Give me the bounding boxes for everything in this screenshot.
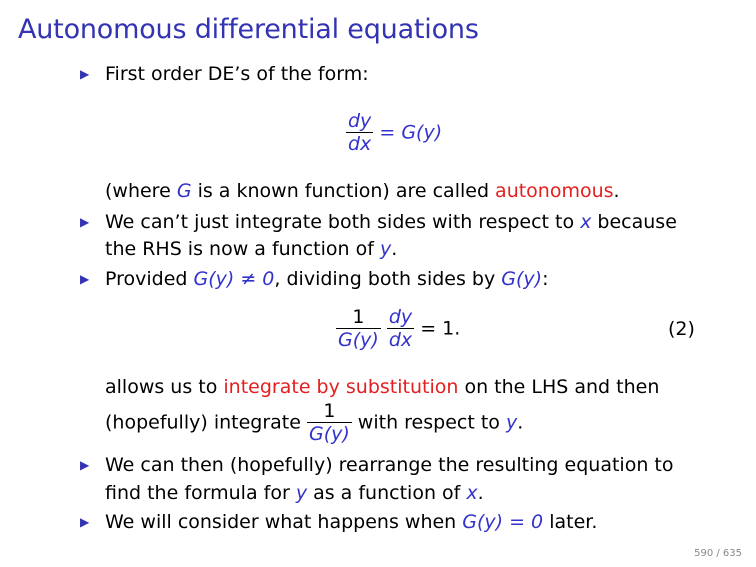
bullet-marker-3: ▶ xyxy=(80,272,90,286)
text-segment: . xyxy=(477,482,484,504)
slide-title: Autonomous differential equations xyxy=(18,14,479,45)
bullet-marker-5: ▶ xyxy=(80,515,90,529)
text-segment: . xyxy=(517,411,524,434)
equation-2-fraction-1-denominator: G(y) xyxy=(338,329,379,351)
text-segment: : xyxy=(542,268,549,290)
equation-1-fraction xyxy=(346,110,373,155)
bullet-2-line-2 xyxy=(105,236,397,262)
bullet-marker-1: ▶ xyxy=(80,67,90,81)
bullet-marker-4: ▶ xyxy=(80,458,90,472)
bullet-4-line-1: We can then (hopefully) rearrange the resulting equation to xyxy=(105,454,674,476)
bullet-4-line-2 xyxy=(105,480,484,506)
text-segment: . xyxy=(391,238,398,260)
math-expr-g: G(y) xyxy=(501,268,543,290)
math-var-y: y xyxy=(379,238,392,260)
math-var-G: G xyxy=(176,180,192,202)
equation-2-rhs: = 1. xyxy=(420,317,461,340)
text-segment: on the LHS and then xyxy=(458,376,660,398)
text-segment: , dividing both sides by xyxy=(274,268,502,290)
bullet-1-continuation xyxy=(105,178,620,204)
text-segment: with respect to xyxy=(351,411,506,434)
text-segment: We can’t just integrate both sides with respect to xyxy=(105,211,581,233)
math-var-y: y xyxy=(505,411,518,434)
equation-2-number: (2) xyxy=(668,318,695,340)
inline-fraction-denominator: G(y) xyxy=(308,423,350,445)
text-segment: . xyxy=(613,180,620,202)
bullet-1-text: First order DE’s of the form: xyxy=(105,63,369,85)
math-expr-g-zero: G(y) = 0 xyxy=(462,511,544,533)
text-segment: the RHS is now a function of xyxy=(105,238,380,260)
math-var-x: x xyxy=(466,482,478,504)
equation-1-rhs: = G(y) xyxy=(379,121,443,144)
text-segment: find the formula for xyxy=(105,482,296,504)
text-segment: because xyxy=(591,211,677,233)
equation-2 xyxy=(336,306,460,351)
bullet-3-continuation-1 xyxy=(105,374,659,400)
equation-1 xyxy=(346,110,442,155)
highlight-integrate-by-substitution: integrate by substitution xyxy=(223,376,459,398)
text-segment: later. xyxy=(543,511,598,533)
equation-2-fraction-2-denominator: dx xyxy=(388,329,413,351)
bullet-3-text xyxy=(105,266,548,292)
text-segment: is a known function) are called xyxy=(191,180,496,202)
equation-2-fraction-2-numerator: dy xyxy=(388,306,413,328)
math-var-x: x xyxy=(580,211,592,233)
text-segment: Provided xyxy=(105,268,194,290)
highlight-autonomous: autonomous xyxy=(495,180,614,202)
equation-1-numerator: dy xyxy=(348,110,372,132)
text-segment: We will consider what happens when xyxy=(105,511,463,533)
equation-2-fraction-2 xyxy=(387,306,414,351)
bullet-2-line-1 xyxy=(105,209,677,235)
math-expr-g-nonzero: G(y) ≠ 0 xyxy=(193,268,275,290)
bullet-5-text xyxy=(105,509,597,535)
inline-fraction xyxy=(307,400,352,445)
equation-1-denominator: dx xyxy=(348,133,372,155)
inline-fraction-numerator: 1 xyxy=(323,400,336,422)
text-segment: (hopefully) integrate xyxy=(105,411,307,434)
equation-2-fraction-1 xyxy=(336,306,381,351)
bullet-3-continuation-2 xyxy=(105,400,523,445)
text-segment: allows us to xyxy=(105,376,224,398)
bullet-marker-2: ▶ xyxy=(80,215,90,229)
page-number: 590 / 635 xyxy=(694,548,742,559)
text-segment: as a function of xyxy=(307,482,467,504)
equation-2-fraction-1-numerator: 1 xyxy=(352,306,365,328)
math-var-y: y xyxy=(295,482,308,504)
text-segment: (where xyxy=(105,180,177,202)
